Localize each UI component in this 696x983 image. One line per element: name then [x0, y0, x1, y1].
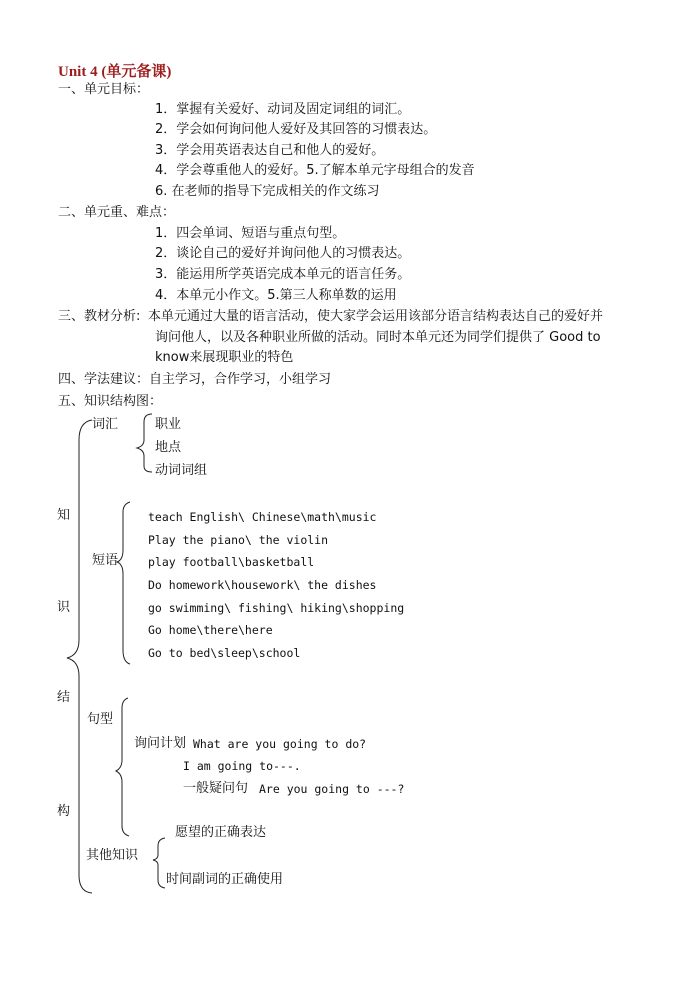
analysis-heading: 三、教材分析: — [58, 309, 141, 324]
goal-item: 4．学会尊重他人的爱好。5.了解本单元字母组合的发音 — [155, 163, 475, 178]
goal-item: 6. 在老师的指导下完成相关的作文练习 — [155, 184, 380, 199]
goals-heading: 一、单元目标： — [58, 82, 150, 97]
sentence-plan-en: What are you going to do? — [193, 737, 367, 751]
structure-vertical-char: 识 — [57, 600, 71, 615]
key-point-item: 3．能运用所学英语完成本单元的语言任务。 — [155, 267, 411, 282]
sentence-answer: I am going to---. — [183, 759, 301, 773]
phrase-item: Do homework\housework\ the dishes — [148, 578, 377, 592]
vocab-label: 词汇 — [92, 417, 119, 432]
phrase-item: Go home\there\here — [148, 623, 273, 637]
goal-item: 2．学会如何询问他人爱好及其回答的习惯表达。 — [155, 122, 437, 137]
other-knowledge-label: 其他知识 — [86, 848, 139, 863]
analysis-line: 本单元通过大量的语言活动，使大家学会运用该部分语言结构表达自己的爱好并 — [148, 309, 604, 324]
structure-vertical-char: 构 — [57, 804, 71, 819]
sentences-label: 句型 — [87, 712, 114, 727]
other-knowledge-item: 愿望的正确表达 — [175, 825, 267, 840]
vocab-item: 地点 — [155, 440, 182, 455]
vocab-item: 动词词组 — [155, 463, 208, 478]
sentence-plan-cn: 询问计划 — [134, 736, 187, 751]
phrase-item: go swimming\ fishing\ hiking\shopping — [148, 601, 405, 615]
analysis-line: 询问他人，以及各种职业所做的活动。同时本单元还为同学们提供了 Good to — [155, 330, 601, 345]
page-title: Unit 4 (单元备课) — [58, 64, 172, 80]
key-points-heading: 二、单元重、难点： — [58, 205, 176, 220]
goal-item: 1．掌握有关爱好、动词及固定词组的词汇。 — [155, 102, 411, 117]
key-point-item: 2．谈论自己的爱好并询问他人的习惯表达。 — [155, 246, 411, 261]
sentence-yesno-cn: 一般疑问句 — [183, 781, 249, 796]
key-point-item: 4．本单元小作文。5.第三人称单数的运用 — [155, 288, 397, 303]
vocab-item: 职业 — [155, 417, 182, 432]
key-point-item: 1．四会单词、短语与重点句型。 — [155, 226, 346, 241]
study-suggestion: 四、学法建议：自主学习，合作学习，小组学习 — [58, 372, 332, 387]
goal-item: 3．学会用英语表达自己和他人的爱好。 — [155, 143, 385, 158]
structure-heading: 五、知识结构图： — [58, 394, 163, 409]
sentence-yesno-en: Are you going to ---? — [259, 782, 405, 796]
phrase-item: Play the piano\ the violin — [148, 533, 329, 547]
phrase-item: teach English\ Chinese\math\music — [148, 510, 377, 524]
structure-vertical-char: 结 — [57, 690, 71, 705]
structure-vertical-char: 知 — [57, 508, 71, 523]
other-knowledge-item: 时间副词的正确使用 — [166, 872, 284, 887]
phrase-item: play football\basketball — [148, 555, 315, 569]
phrases-label: 短语 — [92, 553, 119, 568]
analysis-line: know来展现职业的特色 — [155, 350, 294, 365]
phrase-item: Go to bed\sleep\school — [148, 646, 301, 660]
